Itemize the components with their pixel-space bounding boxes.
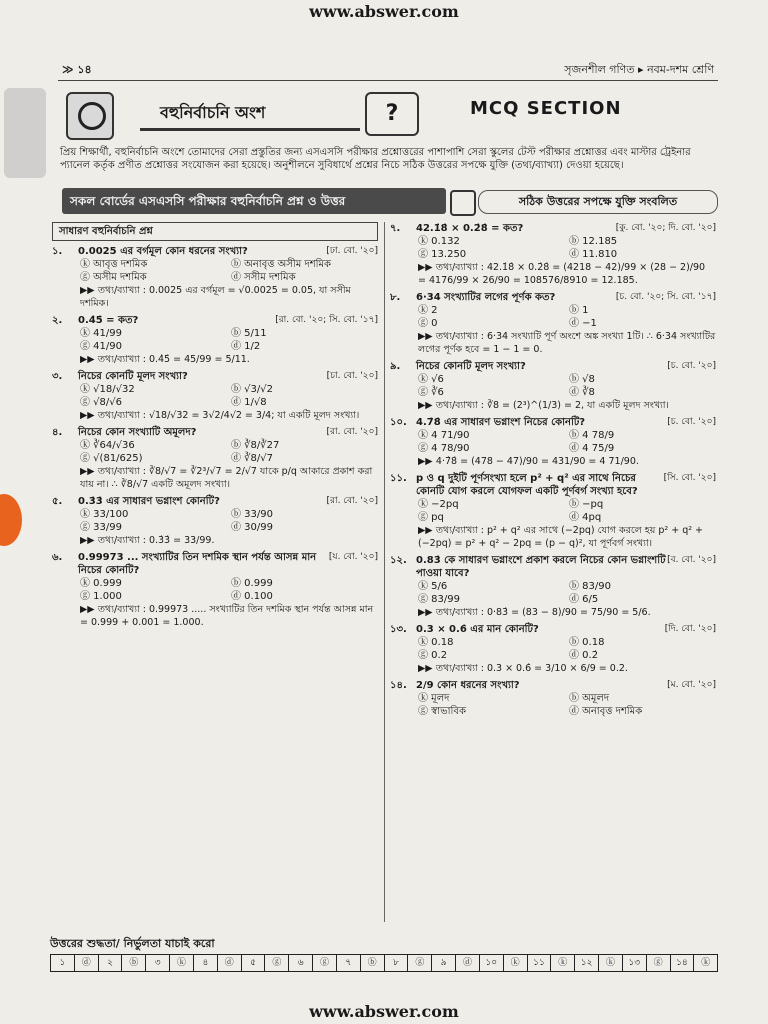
intro-paragraph: প্রিয় শিক্ষার্থী, বহুনির্বাচনি অংশে তোমাদের সেরা প্রস্তুতির জন্য এসএসসি পরীক্ষার প্রশ্নোত্তরের পাশাপাশি সেরা স্কুলের টেস্ট পরীক্ষার প্রশ্নোত্তর এবং মাস্টার ট্রেইনার প্যানেল কর্তৃক প্রণীত প্রশ্নোত্তর সংযোজন করা হয়েছে। অনুশীলনে সুবিধার্থে প্রশ্নের নিচে সঠিক উত্তরের সপক্ষে যুক্তি (তথ্য/ব্যাখ্যা) দেওয়া হয়েছে। [60, 147, 691, 171]
option: ⓚ √18/√32 [80, 384, 135, 395]
option: ⓓ 0.100 [231, 591, 273, 602]
option: ⓑ 0.18 [569, 637, 605, 648]
question-source: [রা. বো. '২০] [326, 427, 378, 437]
option: ⓑ অনাবৃত্ত অসীম দশমিক [231, 259, 332, 270]
explanation [390, 662, 716, 675]
option: ⓖ স্বাভাবিক [418, 706, 466, 717]
answer-cell: ⓚ [504, 955, 528, 971]
question-line [52, 426, 378, 439]
option: ⓚ −2pq [418, 499, 459, 510]
explanation [390, 330, 716, 356]
question-line [390, 623, 716, 636]
arrow-icon: ▶▶ [418, 456, 436, 467]
question-line [390, 416, 716, 429]
bangla-section-title: বহুনির্বাচনি অংশ [160, 103, 266, 122]
logic-icon [450, 190, 476, 216]
explanation-text: তথ্য/ব্যাখ্যা : 0.3 × 0.6̇ = 3/10 × 6/9 = 0.2. [435, 663, 628, 674]
question-source: [চ. বো. '২০; সি. বো. '১৭] [615, 292, 716, 302]
option: ⓚ মূলদ [418, 693, 450, 704]
options-grid [390, 235, 716, 261]
answer-cell: ⓑ [122, 955, 146, 971]
mcq-item [52, 314, 378, 366]
board-questions-bar [62, 188, 718, 214]
question-line [390, 679, 716, 692]
mcq-item [52, 426, 378, 491]
option: ⓑ √3/√2 [231, 384, 274, 395]
answer-cell: ⓖ [408, 955, 432, 971]
option: ⓓ −1 [569, 318, 597, 329]
mcq-item [390, 679, 716, 718]
option: ⓚ 2 [418, 305, 438, 316]
options-grid [52, 439, 378, 465]
options-grid [52, 508, 378, 534]
answer-cell: ⓚ [170, 955, 194, 971]
explanation [390, 606, 716, 619]
options-grid [390, 580, 716, 606]
option: ⓓ 6/5 [569, 594, 599, 605]
option: ⓓ অনাবৃত্ত দশমিক [569, 706, 643, 717]
explanation [390, 524, 716, 550]
answer-cell: ৪ [194, 955, 218, 971]
mcq-item [390, 291, 716, 356]
explanation [52, 353, 378, 366]
watermark-top: www.abswer.com [309, 2, 459, 21]
option: ⓓ 4pq [569, 512, 602, 523]
question-number: ৮. [390, 292, 401, 303]
question-line [390, 360, 716, 373]
answer-cell: ⓓ [75, 955, 99, 971]
question-text: নিচের কোন সংখ্যাটি অমূলদ? [78, 427, 197, 438]
option: ⓚ 5/6 [418, 581, 448, 592]
answer-cell: ১২ [575, 955, 599, 971]
options-grid [390, 498, 716, 524]
question-line [52, 314, 378, 327]
arrow-icon: ▶▶ [80, 466, 98, 477]
question-text: 0.3 × 0.6̇ এর মান কোনটি? [416, 624, 539, 635]
mcq-item [390, 623, 716, 675]
option: ⓑ −pq [569, 499, 604, 510]
explanation [52, 465, 378, 491]
answer-cell: ⓖ [647, 955, 671, 971]
arrow-icon: ▶▶ [80, 410, 98, 421]
answer-cell: ⓖ [313, 955, 337, 971]
question-source: [ব. বো. '২০] [667, 555, 716, 565]
answer-cell: ১১ [528, 955, 552, 971]
explanation-text: তথ্য/ব্যাখ্যা : 0.3̇3̇ = 33/99. [97, 535, 215, 546]
option: ⓑ 0.999 [231, 578, 273, 589]
question-text: 0.3̇3̇ এর সাধারণ ভগ্নাংশ কোনটি? [78, 496, 220, 507]
explanation-text: তথ্য/ব্যাখ্যা : 0.4̇5̇ = 45/99 = 5/11. [97, 354, 250, 365]
question-source: [চা. বো. '২০] [326, 371, 378, 381]
left-column [52, 222, 378, 633]
question-number: ৪. [52, 427, 63, 438]
question-source: [ম. বো. '২০] [667, 680, 716, 690]
explanation [390, 455, 716, 468]
question-source: [সি. বো. '২০] [663, 473, 716, 483]
english-section-title: MCQ SECTION [470, 98, 622, 119]
mcq-item [390, 222, 716, 287]
option: ⓑ 12.185 [569, 236, 618, 247]
option: ⓑ অমূলদ [569, 693, 610, 704]
option: ⓑ 5/11 [231, 328, 267, 339]
question-source: [দি. বো. '২০] [664, 624, 716, 634]
question-mark-icon: ? [365, 92, 419, 136]
answer-cell: ২ [99, 955, 123, 971]
explanation-text: তথ্য/ব্যাখ্যা : ∛8 = (2³)^(1/3) = 2, যা একটি মূলদ সংখ্যা। [435, 400, 669, 411]
mcq-item [52, 370, 378, 422]
question-source: [চ. বো. '২০] [667, 361, 716, 371]
subsection-heading: সাধারণ বহুনির্বাচনি প্রশ্ন [52, 222, 378, 241]
option: ⓖ √8/√6 [80, 397, 123, 408]
option: ⓚ 4 71/90 [418, 430, 470, 441]
explanation [52, 603, 378, 629]
option: ⓑ 1 [569, 305, 589, 316]
answer-cell: ৭ [337, 955, 361, 971]
options-grid [52, 577, 378, 603]
title-underline [140, 128, 360, 131]
option: ⓓ 30/99 [231, 522, 273, 533]
arrow-icon: ▶▶ [418, 331, 436, 342]
explanation-text: তথ্য/ব্যাখ্যা : 6·34 সংখ্যাটি পূর্ণ অংশে অঙ্ক সংখ্যা 1টি। ∴ 6·34 সংখ্যাটির লগের পূর্ণক হবে = 1 − 1 = 0. [418, 331, 716, 355]
question-number: ৬. [52, 552, 63, 563]
answer-cell: ৯ [432, 955, 456, 971]
option: ⓓ ∛8/√7 [231, 453, 274, 464]
option: ⓖ 0 [418, 318, 438, 329]
arrow-icon: ▶▶ [418, 525, 436, 536]
answer-cell: ⓚ [551, 955, 575, 971]
option: ⓖ 41/90 [80, 341, 122, 352]
explanation-text: তথ্য/ব্যাখ্যা : √18/√32 = 3√2/4√2 = 3/4; যা একটি মূলদ সংখ্যা। [97, 410, 360, 421]
orange-blob [0, 494, 22, 546]
question-text: 2/9 কোন ধরনের সংখ্যা? [416, 680, 520, 691]
question-number: ৯. [390, 361, 401, 372]
question-line [390, 554, 716, 580]
option: ⓖ 0.2 [418, 650, 448, 661]
options-grid [390, 373, 716, 399]
mcq-item [390, 472, 716, 550]
question-source: [কু. বো. '২০; দি. বো. '২০] [615, 223, 716, 233]
answer-check-label: উত্তরের শুদ্ধতা/ নির্ভুলতা যাচাই করো [50, 937, 215, 950]
answer-cell: ⓚ [701, 958, 711, 968]
option: ⓖ 83/99 [418, 594, 460, 605]
question-text: 4.7̇8̇ এর সাধারণ ভগ্নাংশ নিচের কোনটি? [416, 417, 586, 428]
option: ⓓ 0.2̇ [569, 650, 599, 661]
option: ⓓ 4 75/9 [569, 443, 615, 454]
question-number: ১৪. [390, 680, 407, 691]
option: ⓓ 11.810 [569, 249, 618, 260]
arrow-icon: ▶▶ [80, 285, 98, 296]
option: ⓖ অসীম দশমিক [80, 272, 147, 283]
option: ⓚ √6 [418, 374, 444, 385]
section-banner [60, 88, 720, 140]
side-illustration [4, 88, 46, 178]
logic-label: সঠিক উত্তরের সপক্ষে যুক্তি সংবলিত [478, 190, 718, 214]
explanation [52, 534, 378, 547]
question-text: p ও q দুইটি পূর্ণসংখ্যা হলে p² + q² এর সাথে নিচের কোনটি যোগ করলে যোগফল একটি পূর্ণবর্গ সংখ্যা হবে? [416, 473, 638, 497]
option: ⓑ 4 78/9 [569, 430, 615, 441]
thinking-face-icon [66, 92, 114, 140]
option: ⓑ 83/90 [569, 581, 611, 592]
question-line [52, 245, 378, 258]
question-number: ৩. [52, 371, 63, 382]
option: ⓚ আবৃত্ত দশমিক [80, 259, 148, 270]
question-text: নিচের কোনটি মূলদ সংখ্যা? [416, 361, 526, 372]
question-line [52, 370, 378, 383]
question-line [390, 222, 716, 235]
option: ⓚ 0.18 [418, 637, 454, 648]
question-line [390, 291, 716, 304]
arrow-icon: ▶▶ [80, 535, 98, 546]
arrow-icon: ▶▶ [418, 400, 436, 411]
answer-cell: ১০ [480, 955, 504, 971]
answer-cell: ⓓ [456, 955, 480, 971]
question-text: 6·34 সংখ্যাটির লগের পূর্ণক কত? [416, 292, 556, 303]
arrow-icon: ▶▶ [418, 607, 436, 618]
answer-cell: ⓖ [265, 955, 289, 971]
explanation [52, 409, 378, 422]
question-number: ৭. [390, 223, 401, 234]
question-number: ১০. [390, 417, 407, 428]
question-number: ১৩. [390, 624, 407, 635]
option: ⓚ 33/100 [80, 509, 129, 520]
question-text: নিচের কোনটি মূলদ সংখ্যা? [78, 371, 188, 382]
option: ⓑ ∛8/∛27 [231, 440, 280, 451]
mcq-item [390, 360, 716, 412]
option: ⓖ 33/99 [80, 522, 122, 533]
options-grid [390, 692, 716, 718]
question-line [390, 472, 716, 498]
question-source: [রা. বো. '২০; সি. বো. '১৭] [275, 315, 378, 325]
question-number: ১১. [390, 473, 407, 484]
option: ⓖ 4 78/90 [418, 443, 470, 454]
options-grid [52, 383, 378, 409]
answer-cell: ⓚ [599, 955, 623, 971]
options-grid [390, 636, 716, 662]
question-line [52, 495, 378, 508]
arrow-icon: ▶▶ [80, 354, 98, 365]
answer-check-bar [50, 936, 718, 972]
option: ⓚ 0.132 [418, 236, 460, 247]
answer-cell: ৬ [289, 955, 313, 971]
options-grid [52, 327, 378, 353]
explanation [52, 284, 378, 310]
explanation-text: তথ্য/ব্যাখ্যা : 0·83̇ = (83 − 8)/90 = 75/90 = 5/6. [435, 607, 651, 618]
option: ⓑ √8 [569, 374, 595, 385]
explanation-text: তথ্য/ব্যাখ্যা : 0.99973 ..... সংখ্যাটির তিন দশমিক স্থান পর্যন্ত আসন্ন মান = 0.999 + 0.001 = 1.000. [80, 604, 374, 628]
question-line [52, 551, 378, 577]
arrow-icon: ▶▶ [80, 604, 98, 615]
column-divider [384, 222, 385, 922]
options-grid [390, 429, 716, 455]
question-source: [য. বো. '২০] [328, 552, 378, 562]
explanation-text: তথ্য/ব্যাখ্যা : p² + q² এর সাথে (−2pq) যোগ করলে হয় p² + q² + (−2pq) = p² + q² − 2pq = (p − q)², যা পূর্ণবর্গ সংখ্যা। [418, 525, 704, 549]
explanation [390, 399, 716, 412]
option: ⓖ 13.250 [418, 249, 467, 260]
explanation-text: 4·7̇8̇ = (478 − 47)/90 = 431/90 = 4 71/90. [435, 456, 639, 467]
right-column [390, 222, 716, 722]
arrow-icon: ▶▶ [418, 663, 436, 674]
option: ⓓ 1/√8 [231, 397, 267, 408]
explanation [390, 261, 716, 287]
running-header [58, 58, 718, 81]
answer-cell: ১ [51, 955, 75, 971]
option: ⓖ √(81/625) [80, 453, 143, 464]
answer-cell: ১৩ [623, 955, 647, 971]
question-text: 0.4̇5̇ = কত? [78, 315, 139, 326]
answer-cell: ৮ [385, 955, 409, 971]
mcq-item [390, 416, 716, 468]
option: ⓖ pq [418, 512, 444, 523]
question-text: 0.83̇ কে সাধারণ ভগ্নাংশে প্রকাশ করলে নিচের কোন ভগ্নাংশটি পাওয়া যাবে? [416, 555, 666, 579]
answer-cell: ৩ [146, 955, 170, 971]
option: ⓓ ∛8 [569, 387, 595, 398]
question-source: [ঢা. বো. '২০] [326, 246, 378, 256]
option: ⓚ 41/99 [80, 328, 122, 339]
options-grid [52, 258, 378, 284]
option: ⓖ ∛6 [418, 387, 444, 398]
mcq-item [52, 245, 378, 310]
question-source: [চ. বো. '২০] [667, 417, 716, 427]
answer-cell: ৫ [242, 955, 266, 971]
book-title: সৃজনশীল গণিত ▸ নবম-দশম শ্রেণি [564, 63, 714, 76]
option: ⓓ 1/2 [231, 341, 261, 352]
board-questions-label: সকল বোর্ডের এসএসসি পরীক্ষার বহুনির্বাচনি প্রশ্ন ও উত্তর [62, 188, 446, 214]
arrow-icon: ▶▶ [418, 262, 436, 273]
mcq-item [390, 554, 716, 619]
page-number: ≫ ১৪ [62, 63, 92, 76]
option: ⓑ 33/90 [231, 509, 273, 520]
answer-cell: ⓓ [218, 955, 242, 971]
question-number: ৫. [52, 496, 63, 507]
explanation-text: তথ্য/ব্যাখ্যা : ∛8/√7 = ∛2³/√7 = 2/√7 যাকে p/q আকারে প্রকাশ করা যায় না। ∴ ∛8/√7 একটি অমূলদ সংখ্যা। [80, 466, 373, 490]
option: ⓚ 0.999 [80, 578, 122, 589]
question-number: ১২. [390, 555, 407, 566]
options-grid [390, 304, 716, 330]
question-number: ১. [52, 246, 63, 257]
answer-cell: ⓑ [361, 955, 385, 971]
explanation-text: তথ্য/ব্যাখ্যা : 42.1̇8̇ × 0.2̇8̇ = (4218 − 42)/99 × (28 − 2)/90 = 4176/99 × 26/90 = 108576/8910 = 12.185. [418, 262, 706, 286]
question-text: 0.99973 ... সংখ্যাটির তিন দশমিক স্থান পর্যন্ত আসন্ন মান নিচের কোনটি? [78, 552, 317, 576]
question-text: 42.1̇8̇ × 0.2̇8̇ = কত? [416, 223, 524, 234]
answer-grid [50, 954, 718, 972]
option: ⓓ সসীম দশমিক [231, 272, 296, 283]
mcq-item [52, 495, 378, 547]
option: ⓖ 1.000 [80, 591, 122, 602]
question-source: [রা. বো. '২০] [326, 496, 378, 506]
option: ⓚ ∛64/√36 [80, 440, 135, 451]
question-number: ২. [52, 315, 63, 326]
question-text: 0.0025 এর বর্গমূল কোন ধরনের সংখ্যা? [78, 246, 248, 257]
mcq-item [52, 551, 378, 629]
watermark-bottom: www.abswer.com [309, 1002, 459, 1021]
explanation-text: তথ্য/ব্যাখ্যা : 0.0025 এর বর্গমূল = √0.0025 = 0.05, যা সসীম দশমিক। [80, 285, 351, 309]
answer-cell: ১৪ [671, 955, 695, 971]
